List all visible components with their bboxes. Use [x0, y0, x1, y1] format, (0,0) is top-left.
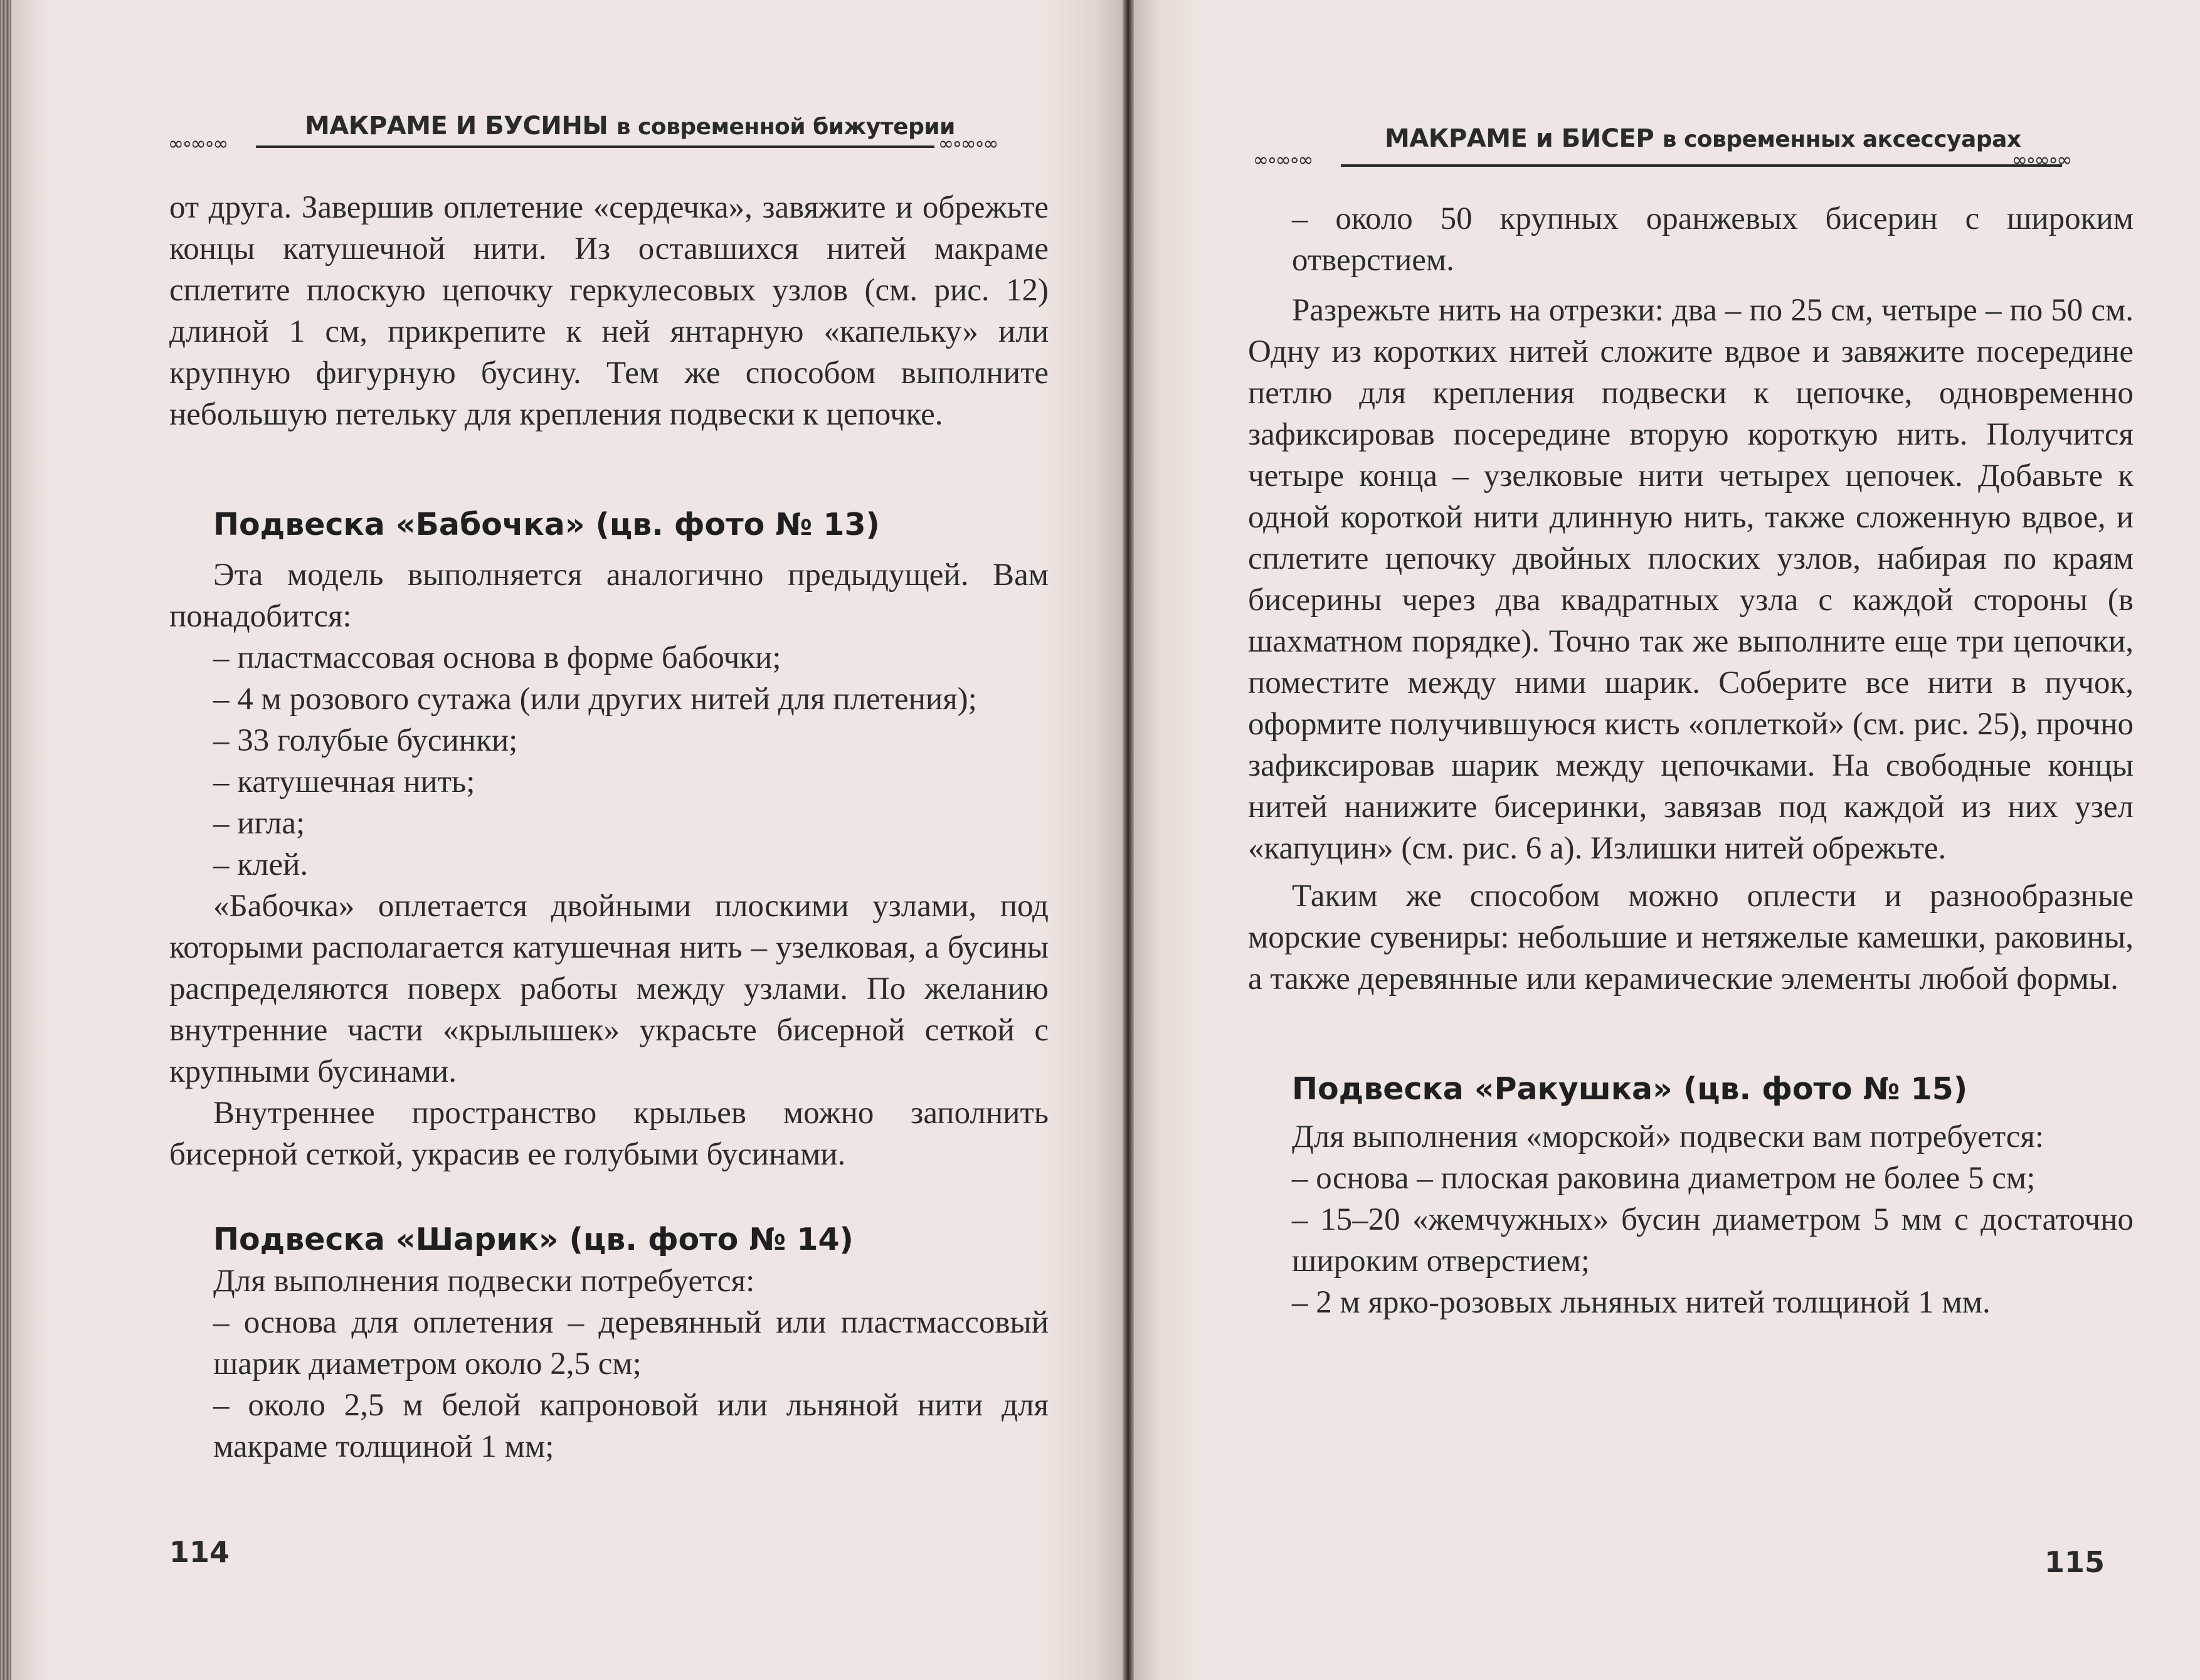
butterfly-paragraph: Внутреннее пространство крыльев можно заполнить бисерной сеткой, украсив ее голубыми бусинами. — [169, 1096, 1049, 1172]
butterfly-intro: Эта модель выполняется аналогично предыдущей. Вам понадобится: — [169, 557, 1049, 634]
list-item: – около 50 крупных оранжевых бисерин с широким отверстием. — [1292, 201, 2134, 278]
list-item: – основа – плоская раковина диаметром не более 5 см; — [1292, 1161, 2036, 1196]
left-body — [169, 187, 1049, 1467]
right-paragraph: Разрежьте нить на отрезки: два – по 25 см, четыре – по 50 см. Одну из коротких нитей сложите вдвое и завяжите посередине петлю для крепления подвески к цепочке, одновременно зафиксировав посередине вторую короткую нить. Получится четыре конца – узелковые нити четырех цепочек. Добавьте к одной короткой нити длинную нить, также сложенную вдвое, и сплетите цепочку двойных плоских узлов, набирая по краям бисерины через два квадратных узла с каждой стороны (в шахматном порядке). Точно так же выполните еще три цепочки, поместите между ними шарик. Соберите все нити в пучок, оформите получившуюся кисть «оплеткой» (см. рис. 25), прочно зафиксировав шарик между цепочками. На свободные концы нитей нанижите бисеринки, завязав под каждой из них узел «капуцин» (см. рис. 6 а). Излишки нитей обрежьте. — [1248, 293, 2134, 866]
left-running-head-subtitle: в современной бижутерии — [616, 114, 955, 140]
list-item: – 15–20 «жемчужных» бусин диаметром 5 мм с достаточно широким отверстием; — [1292, 1202, 2134, 1279]
list-item: – около 2,5 м белой капроновой или льняной нити для макраме толщиной 1 мм; — [213, 1388, 1049, 1464]
shell-intro: Для выполнения «морской» подвески вам потребуется: — [1292, 1119, 2044, 1154]
left-running-head — [305, 112, 955, 140]
list-item: – 33 голубые бусинки; — [213, 723, 518, 758]
section-heading-ball: Подвеска «Шарик» (цв. фото № 14) — [213, 1222, 854, 1257]
continuation-paragraph: от друга. Завершив оплетение «сердечка», завяжите и обрежьте концы катушечной нити. Из оставшихся нитей макраме сплетите плоскую цепочку геркулесовых узлов (см. рис. 12) длиной 1 см, прикрепите к ней янтарную «капельку» или крупную фигурную бусину. Тем же способом выполните небольшую петельку для крепления подвески к цепочке. — [169, 190, 1049, 432]
right-running-head-caps: МАКРАМЕ и БИСЕР — [1385, 124, 1654, 153]
left-ornament-start: ∞∘∞∘∞ — [168, 133, 226, 155]
list-item: – 4 м розового сутажа (или других нитей для плетения); — [213, 682, 977, 717]
section-heading-shell: Подвеска «Ракушка» (цв. фото № 15) — [1292, 1071, 1968, 1107]
right-body — [1248, 198, 2134, 1323]
right-paragraph: Таким же способом можно оплести и разнообразные морские сувениры: небольшие и нетяжелые камешки, раковины, а также деревянные или керамические элементы любой формы. — [1248, 879, 2134, 996]
list-item: – клей. — [213, 847, 309, 882]
left-ornament-end: ∞∘∞∘∞ — [938, 133, 997, 155]
list-item: – игла; — [213, 806, 305, 841]
list-item: – 2 м ярко-розовых льняных нитей толщиной 1 мм. — [1292, 1285, 1991, 1320]
right-running-head — [1385, 124, 2021, 153]
right-ornament-end: ∞∘∞∘∞ — [2012, 149, 2070, 171]
page-number-left: 114 — [169, 1535, 230, 1569]
page-number-right: 115 — [2044, 1545, 2105, 1579]
left-page — [11, 0, 1123, 1680]
right-running-head-subtitle: в современных аксессуарах — [1662, 127, 2021, 152]
right-ornament-start: ∞∘∞∘∞ — [1253, 149, 1311, 171]
page-stack-edge — [0, 0, 11, 1680]
list-item: – катушечная нить; — [213, 764, 475, 800]
right-page — [1134, 0, 2200, 1680]
left-running-head-caps: МАКРАМЕ И БУСИНЫ — [305, 112, 608, 140]
section-heading-butterfly: Подвеска «Бабочка» (цв. фото № 13) — [213, 507, 880, 542]
book-gutter — [1123, 0, 1134, 1680]
ball-intro: Для выполнения подвески потребуется: — [213, 1264, 755, 1299]
list-item: – основа для оплетения – деревянный или пластмассовый шарик диаметром около 2,5 см; — [213, 1305, 1049, 1382]
left-header-rule — [256, 145, 934, 148]
right-header-rule — [1341, 164, 2062, 167]
list-item: – пластмассовая основа в форме бабочки; — [213, 640, 781, 675]
butterfly-paragraph: «Бабочка» оплетается двойными плоскими узлами, под которыми располагается катушечная нить – узелковая, а бусины распределяются поверх работы между узлами. По желанию внутренние части «крылышек» украсьте бисерной сеткой с крупными бусинами. — [169, 889, 1049, 1089]
